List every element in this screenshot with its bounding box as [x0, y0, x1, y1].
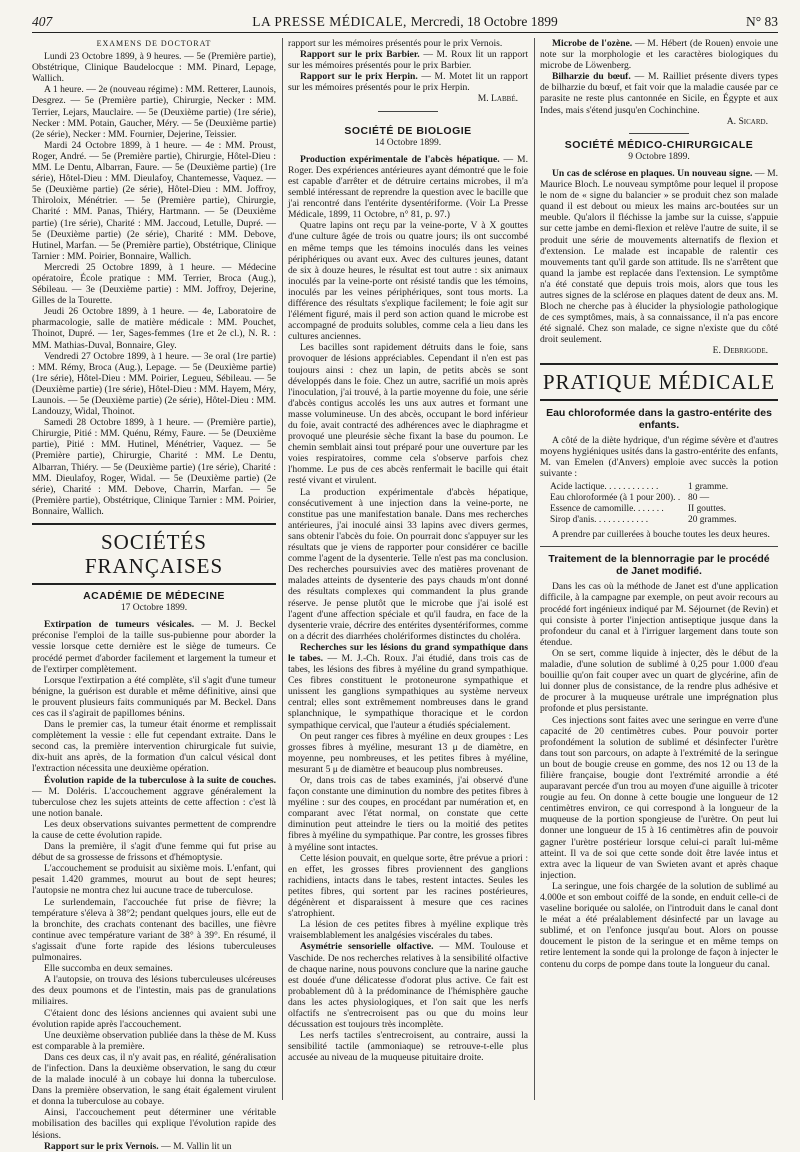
article-text: De nos recherches relatives à la sensibilité olfactive de chaque narine, nous pouvons conclure que la narine gauche est douée d'une délicatesse d'odorat plus active. Ce fait est probablement dû à la prédominance de l'hémisphère gauche dans les actes physiologiques, et l'on sait que les nerfs olfactifs ne s'entrecroisent pas ou que du moins leur décussation est toujours très incomplète. — [288, 952, 529, 1031]
session-date: 9 Octobre 1899. — [628, 151, 690, 162]
article-title: Production expérimentale de l'abcès hépatique. — [300, 153, 500, 165]
ingredient: Sirop d'anis. . . . . . . . . . . . — [550, 515, 649, 526]
paragraph: Les nerfs tactiles s'entrecroisent, au contraire, aussi la sensibilité tactile (ammoniaque) se retrouve-t-elle plus accusée au niveau de la muqueuse pituitaire droite. — [288, 1030, 528, 1064]
paragraph: Dans la première, il s'agit d'une femme qui fut prise au début de sa grossesse de frissons et d'hémoptysie. — [32, 841, 276, 864]
paragraph: Dans ces deux cas, il n'y avait pas, en réalité, généralisation de l'infection. Dans la deuxième observation, le sang du cœur de la malade inoculé à un cobaye lui donna la tuberculose. Dans la première observation, le sang était également virulent et donna la tuberculose au cobaye. — [32, 1051, 276, 1108]
prescription-line — [550, 493, 778, 504]
article — [288, 49, 528, 71]
paragraph: Or, dans trois cas de tabes examinés, j'ai observé d'une façon constante une diminution du nombre des petites fibres à myéline : sur des coupes, en procédant par numération et, en comparant avec l'état normal, on constate que cette diminution peut atteindre le tiers ou la moitié des petites fibres à myéline du sympathique. Par contre, les grosses fibres à myéline sont intactes. — [288, 775, 528, 853]
exam-schedule: Vendredi 27 Octobre 1899, à 1 heure. — 3e oral (1re partie) : MM. Rémy, Broca (Aug.), Lepage. — 5e (Deuxième partie) (1re série), Hôtel-Dieu : MM. Poirier, Legueu, Sébileau. — 5e (Deuxième partie) (1re série), Hôtel-Dieu : MM. Hayem, Méry, Launois. — 5e (Deuxième partie) (2e série), Hôtel-Dieu : MM. Landouzy, Widal, Thoinot. — [32, 350, 276, 418]
article-author: — M. J. Beckel — [201, 619, 276, 631]
column-right — [540, 38, 778, 1100]
article-text: — M. Roux lit un rapport sur les mémoires présentés pour le prix Barbier. — [288, 49, 528, 72]
divider — [540, 546, 778, 547]
paragraph: La lésion de ces petites fibres à myéline explique très vraisemblablement les analgésies viscérales du tabes. — [288, 919, 528, 942]
society-heading: SOCIÉTÉ DE BIOLOGIE — [344, 124, 472, 137]
session-date: 14 Octobre 1899. — [374, 137, 442, 148]
signature: E. Debrigode. — [712, 345, 768, 357]
article-title: Évolution rapide de la tuberculose à la suite de couches. — [44, 774, 276, 786]
paragraph: Quatre lapins ont reçu par la veine-porte, V à X gouttes d'une culture âgée de trois ou quatre jours; ils ont succombé en même temps que les témoins inoculés dans les veines périphériques ou avant eux. Avec des cultures jeunes, datant de six à douze heures, le résultat est tout autre : six animaux inoculés par la veine-porte ont résisté tandis que les témoins, inoculés par les veines périphériques, sont tous morts. La différence des résultats s'explique facilement; le foie agit sur l'élément figuré, mais il perd son action quand le microbe est accompagné de produits solubles, comme cela a lieu dans les cultures anciennes. — [288, 220, 528, 343]
article-title: Asymétrie sensorielle olfactive. — [300, 941, 434, 953]
session-date: 17 Octobre 1899. — [120, 603, 188, 614]
divider — [629, 133, 689, 134]
section-label: EXAMENS DE DOCTORAT — [96, 39, 212, 48]
paragraph: A l'autopsie, on trouva des lésions tuberculeuses ulcéreuses des deux poumons et de l'intestin, mais pas de granulations miliaires. — [32, 974, 276, 1008]
prescription — [550, 482, 778, 526]
column-left — [32, 38, 276, 1152]
article — [32, 619, 276, 674]
exam-schedule: Mardi 24 Octobre 1899, à 1 heure. — 4e : MM. Proust, Roger, André. — 5e (Première partie), Chirurgie, Hôtel-Dieu : MM. Le Dentu, Albarran, Faure. — 5e (Deuxième partie) (1re série), Hôtel-Dieu : MM. Dieulafoy, Chantemesse, Vaquez. — 5e (Deuxième partie) (2e série), Hôtel-Dieu : MM. Joffroy, Thiroloix, Ménétrier. — 5e (Première partie), Chirurgie, Charité : MM. Panas, Thiéry, Hartmann. — 5e (Deuxième partie) (1re série), Charité : MM. Jaccoud, Letulle, Dupré. — 5e (Deuxième partie) (2e série), Charité : MM. Debove, Hutinel, Marfan. — 5e (Première partie), Obstétrique, Clinique Tarnier : MM. Poirier, Bonnaire, Wallich. — [32, 139, 276, 262]
article-text: — M. Hébert (de Rouen) envoie une note sur la morphologie et les caractères biologiques du microbe de Löwenberg. — [540, 38, 778, 72]
paragraph: C'étaient donc des lésions anciennes qui avaient subi une évolution rapide après l'accouchement. — [32, 1007, 276, 1030]
ingredient: Eau chloroformée (à 1 pour 200). . — [550, 493, 681, 503]
article-text: — M. Motet lit un rapport sur les mémoires présentés pour le prix Herpin. — [288, 71, 528, 94]
quantity: 1 gramme. — [688, 481, 729, 492]
paragraph: A prendre par cuillerées à bouche toutes les deux heures. — [552, 529, 770, 541]
paragraph: Lorsque l'extirpation a été complète, s'il s'agit d'une tumeur bénigne, la guérison est durable et même définitive, ainsi que le prouvent plusieurs faits communiqués par M. Beckel. Dans ces cas il s'agirait de papillomes bénins. — [32, 674, 276, 719]
paragraph: Le surlendemain, l'accouchée fut prise de fièvre; la température s'éleva à 38°2; pendant quelques jours, elle eut de la bronchite, des crachats contenant des bacilles, une fièvre continue avec température variant de 38° à 39°. En résumé, il s'agissait d'une forte rapide des lésions tuberculeuses pulmonaires. — [32, 896, 276, 964]
article-heading: Eau chloroformée dans la gastro-entérite des enfants. — [546, 406, 772, 431]
article-text: — M. Railliet présente divers types de bilharzie du bœuf, et fait voir que la maladie causée par ce parasite ne reste plus cantonnée en Sicile, en Égypte et aux Indes, mais s'étend jusqu'en Cochinchine. — [540, 71, 778, 116]
article-text: — M. Vallin lit un — [161, 1140, 232, 1152]
journal-name: LA PRESSE MÉDICALE, — [252, 14, 407, 29]
article-author: — M. J.-Ch. Roux. — [327, 652, 408, 664]
paragraph: On peut ranger ces fibres à myéline en deux groupes : Les grosses fibres à myéline, mesurant 13 μ de diamètre, en moyenne, peu nombreuses, et les petites fibres à myéline, mesurant 5 μ de diamètre et beaucoup plus nombreuses. — [288, 730, 528, 775]
paragraph: Les deux observations suivantes permettent de comprendre la cause de cette évolution rapide. — [32, 818, 276, 841]
article — [288, 154, 528, 221]
paragraph: On se sert, comme liquide à injecter, dès le début de la maladie, d'une solution de sublimé à 0,25 pour 1.000 d'eau bouillie qu'on fait couper avec un quart de glycérine, afin de lui donner plus de consistance, de la rendre plus adhésive et de procurer à la muqueuse urétrale une imprégnation plus profonde et plus persistante. — [540, 647, 778, 715]
paragraph: Elle succomba en deux semaines. — [44, 963, 173, 975]
page-header — [32, 12, 778, 33]
article-author: — M. Doléris. — [32, 785, 97, 797]
prescription-line — [550, 515, 778, 526]
paragraph: Dans les cas où la méthode de Janet est d'une application difficile, à la campagne par exemple, on peut avoir recours au procédé fort ingénieux indiqué par M. Séjournet (de Revin) et qui consiste à porter l'injection antiseptique jusque dans la profondeur du canal et à l'irriguer largement dans toute son étendue. — [540, 581, 778, 648]
article-author: — M. Maurice Bloch. — [540, 167, 778, 191]
article — [540, 38, 778, 71]
divider — [378, 111, 438, 112]
column-middle — [288, 38, 528, 1100]
exam-schedule: Samedi 28 Octobre 1899, à 1 heure. — (Première partie), Chirurgie, Pitié : MM. Quénu, Rémy, Faure. — 5e (Deuxième partie), Pitié : MM. Hutinel, Ménétrier, Vaquez. — 5e (Première partie), Chirurgie, Charité : MM. Le Dentu, Albarran, Thiéry. — 5e (Deuxième partie) (1re série), Charité : MM. Dieulafoy, Roger, Widal. — 5e (Deuxième partie) (2e série), Charité : MM. Debove, Charrin, Marfan. — 5e (Première partie), Obstétrique, Clinique Tarnier : MM. Poirier, Bonnaire, Wallich. — [32, 417, 276, 517]
article — [540, 168, 778, 346]
society-heading: SOCIÉTÉ MÉDICO-CHIRURGICALE — [564, 138, 754, 151]
article — [32, 775, 276, 819]
article-title: Un cas de sclérose en plaques. Un nouveau signe. — [552, 167, 753, 179]
paragraph: rapport sur les mémoires présentés pour le prix Vernois. — [288, 38, 503, 49]
paragraph: Les bacilles sont rapidement détruits dans le foie, sans provoquer de lésions appréciables. Cependant il n'en est pas toujours ainsi : chez un lapin, de petits abcès se sont développés dans le foie. Chez un autre, sacrifié un mois après l'inoculation, j'ai trouvé, à la partie moyenne du foie, une série d'abcès contigus accolés les uns aux autres et formant une masse volumineuse. Un des abcès, occupant le bord inférieur du foie, avait contracté des adhérences avec le diaphragme et provoqué une pleurésie sèche fixant la base du poumon. Le chemin semblait ainsi tout préparé pour une ouverture par les voies respiratoires, comme cela s'observe parfois chez l'homme. Le pus de ces abcès renfermait le bacille qui était resté vivant et virulent. — [288, 342, 528, 487]
prescription-line — [550, 504, 778, 515]
article — [32, 1141, 276, 1152]
issue-date: Mercredi, 18 Octobre 1899 — [410, 14, 558, 29]
article — [288, 71, 528, 93]
article-text: L'accouchement aggrave généralement la tuberculose chez les sujets atteints de cette affection : c'est là une notion banale. — [32, 785, 276, 819]
quantity: 80 — — [688, 493, 710, 503]
paragraph: Dans le premier cas, la tumeur était énorme et remplissait complètement la vessie : elle fut cependant extraite. Dans le second cas, la première intervention chirurgicale fut suivie, dix-huit ans après, de la formation d'un calcul vésical dont l'extraction nécessita une deuxième opération. — [32, 719, 276, 775]
article — [540, 71, 778, 115]
issue-number: N° 83 — [745, 14, 778, 29]
article — [288, 941, 528, 1030]
section-heading: PRATIQUE MÉDICALE — [540, 363, 778, 401]
paragraph: Ces injections sont faites avec une seringue en verre d'une capacité de 20 centimètres cubes. Pour pouvoir porter profondément la solution de sublimé et désinfecter l'urètre dans tout son parcours, on adapte à l'extrémité de la seringue un bout de bougie creuse en gomme, des nos 12 ou 13 de la filière française, bougie dont l'extrémité arrondie a été auparavant percée d'un trou au moyen d'une aiguille à tricoter rougie au feu. On donne à cette bougie une longueur de 12 centimètres environ, ce qui correspond à la longueur de la muqueuse de la portion spongieuse de l'urètre. On peut lui donner une longueur de 15 à 16 centimètres afin de pouvoir gagner l'urètre postérieur lorsque celui-ci paraît lui-même atteint. Il va de soi que cette sonde doit être lavée intus et extra avec la liqueur de van Swieten avant et après chaque injection. — [540, 714, 778, 881]
paragraph: A côté de la diète hydrique, d'un régime sévère et d'autres moyens hygiéniques usités dans la gastro-entérite des enfants, M. van Emelen (d'Anvers) emploie avec succès la potion suivante : — [540, 434, 778, 479]
article — [288, 642, 528, 731]
paragraph: La seringue, une fois chargée de la solution de sublimé au 4.000e et son embout coiffé de la sonde, en enduit celle-ci de vaseline boriquée ou salolée, on l'introduit dans le canal dont le méat a été préalablement désinfecté par un lavage au sublimé, et on l'enfonce jusqu'au bout. Alors on pousse doucement le piston de la seringue et en même temps on retire lentement la sonde qui la prolonge de façon à injecter le contenu du corps de pompe dans toute la longueur du canal. — [540, 880, 778, 970]
article-heading: Traitement de la blennorragie par le procédé de Janet modifié. — [548, 553, 770, 578]
article-author: — M. Roger. — [288, 153, 528, 176]
prescription-line — [550, 482, 778, 493]
article-title: Extirpation de tumeurs vésicales. — [44, 619, 195, 631]
signature: A. Sicard. — [726, 115, 768, 127]
article-text: J'ai étudié, dans trois cas de tabes, les lésions des fibres à myéline du grand sympathique. Ces fibres constituent le protoneurone sympathique et unissent les ganglions sympathiques au système nerveux central; elles sont extrêmement nombreuses dans le grand splanchnique, le sympathique thoracique et le cordon sympathique cervical, que l'auteur a étudiés spécialement. — [288, 652, 529, 731]
ingredient: Essence de camomille. . . . . . . — [550, 504, 664, 515]
ingredient: Acide lactique. . . . . . . . . . . . — [550, 481, 659, 492]
article-title: Rapport sur le prix Vernois. — [44, 1140, 159, 1152]
page-number: 407 — [32, 14, 53, 29]
article-author: — MM. Toulouse et Vaschide. — [288, 941, 528, 964]
article-title: Microbe de l'ozène. — [552, 38, 633, 49]
paragraph: Cette lésion pouvait, en quelque sorte, être prévue a priori : en effet, les grosses fibres proviennent des ganglions rachidiens, intacts dans le tabes, restent intactes. Seules les petites fibres, qui sortent par les racines postérieures, dégénèrent et disparaissent à mesure que ces racines s'atrophient. — [288, 852, 528, 920]
article-title: Recherches sur les lésions du grand sympathique dans le tabes. — [288, 641, 528, 664]
paragraph: Une deuxième observation publiée dans la thèse de M. Kuss est comparable à la première. — [32, 1029, 276, 1052]
article-text: préconise l'emploi de la taille sus-pubienne pour aborder la vessie lorsque cette dernière est le siège de tumeurs. Ce procédé permet d'aborder facilement et largement la tumeur et de l'extirper complètement. — [32, 630, 276, 675]
paragraph: Ainsi, l'accouchement peut déterminer une véritable mobilisation des bacilles qui explique l'évolution rapide des lésions. — [32, 1107, 276, 1141]
exam-schedule: A 1 heure. — 2e (nouveau régime) : MM. Retterer, Launois, Desgrez. — 5e (Première partie), Chirurgie, Necker : MM. Terrier, Lejars, Mauclaire. — 5e (Deuxième partie) (1re série), Necker : MM. Potain, Gaucher, Méry. — 5e (Deuxième partie) (2e série), Necker : MM. Fournier, Dejerine, Teissier. — [32, 84, 276, 140]
article-text: Des expériences antérieures ayant démontré que le foie est capable d'arrêter et de détruire certains microbes, il m'a semblé intéressant de reprendre la question avec le bacille que j'ai rencontré dans l'entérite dysentériforme. (Voir La Presse Médicale, 1899, 11 Octobre, n° 81, p. 97.) — [288, 164, 528, 221]
article-title: Bilharzie du bœuf. — [552, 71, 631, 83]
quantity: II gouttes. — [688, 504, 727, 515]
article-text: Le nouveau symptôme pour lequel il propose le nom de « signe du balancier » se produit chez son malade quand il est debout ou mieux les mains arc-boutées sur un meuble. Qu'alors il fléchisse la jambe sur la cuisse, s'appuie sur cette jambe en demi-flexion et relève l'autre de suite, il se produit une série de mouvements alternatifs de flexion et d'extension. Le malade est incapable de ralentir ces mouvements tant qu'il garde son attitude. Ils ne s'arrêtent que quand la jambe est replacée dans l'extension. Le symptôme n'a été constaté que depuis trois mois, alors que tous les autres signes de la sclérose en plaques datent de deux ans. M. Bloch ne cherche pas à élucider la physiologie pathologique de ces symptômes, mais, à sa connaissance, il n'a pas encore été signalé. Chez son malade, ce signe n'existe que du côté droit seulement. — [540, 179, 778, 346]
exam-schedule: Mercredi 25 Octobre 1899, à 1 heure. — Médecine opératoire, École pratique : MM. Terrier, Broca (Aug.), Sébileau. — 3e (Deuxième partie) : MM. Joffroy, Dejerine, Gilles de la Tourette. — [32, 261, 276, 307]
exam-schedule: Lundi 23 Octobre 1899, à 9 heures. — 5e (Première partie), Obstétrique, Clinique Baudelocque : MM. Pinard, Lepage, Wallich. — [32, 51, 276, 85]
section-heading: SOCIÉTÉS FRANÇAISES — [32, 523, 276, 585]
paragraph: La production expérimentale d'abcès hépatique, consécutivement à une injection dans la veine-porte, ne constitue pas une manifestation banale. Dans mes recherches antérieures, j'ai inoculé ainsi 33 lapins avec divers germes, sans obtenir l'abcès du foie. On pourrait donc s'appuyer sur les résultats que je viens de rapporter pour considérer ce bacille comme l'agent de la dysenterie. Telle n'est pas ma conclusion. Des recherches poursuivies avec des matières provenant de malades atteints de dysenterie des pays chauds m'ont donné des résultats complexes qui commandent la plus grande réserve. Je pense plutôt que le microbe que j'ai isolé est l'agent d'une affection spéciale et qu'il faudra, en face de la dysenterie vraie, décrire des entérites dysentériformes, comme on a décrit des diarrhées cholériformes distinctes du choléra. — [288, 486, 528, 642]
journal-title — [32, 14, 778, 30]
society-heading: ACADÉMIE DE MÉDECINE — [83, 590, 225, 603]
column-divider — [534, 38, 535, 1100]
article-title: Rapport sur le prix Barbier. — [300, 49, 420, 61]
exam-schedule: Jeudi 26 Octobre 1899, à 1 heure. — 4e, Laboratoire de pharmacologie, salle de matière médicale : MM. Pouchet, Thoinot, Dupré. — 1er, Sages-femmes (1re et 2e cl.), N. R. : MM. Mathias-Duval, Bonnaire, Gley. — [32, 306, 276, 351]
paragraph: L'accouchement se produisit au sixième mois. L'enfant, qui pesait 1.420 grammes, mourut au bout de sept heures; l'autopsie ne montra chez lui aucune trace de tuberculose. — [32, 863, 276, 897]
quantity: 20 grammes. — [688, 515, 737, 526]
column-divider — [282, 38, 283, 1100]
article-title: Rapport sur le prix Herpin. — [300, 71, 418, 83]
signature: M. Labbé. — [477, 93, 518, 105]
